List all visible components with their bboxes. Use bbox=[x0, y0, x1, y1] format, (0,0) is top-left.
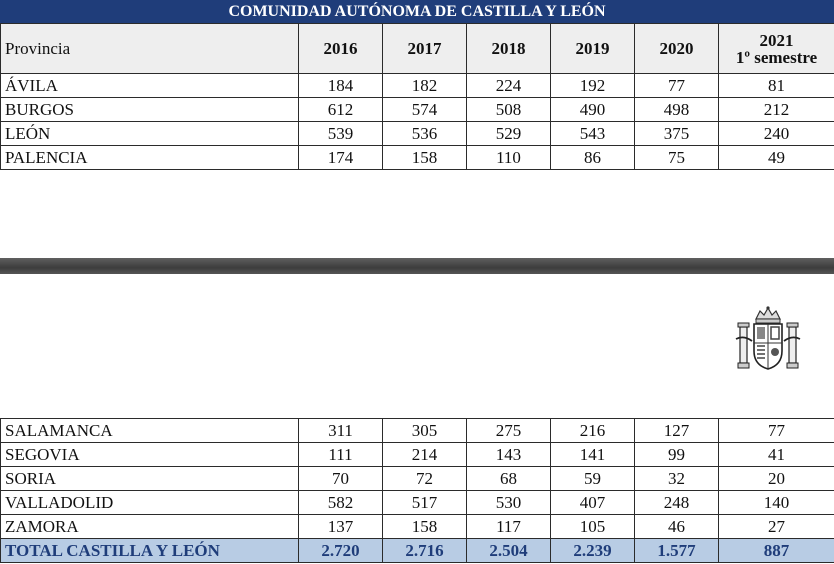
total-row bbox=[1, 539, 834, 563]
province-name-cell: SEGOVIA bbox=[1, 443, 299, 467]
header-year-2021 bbox=[719, 24, 834, 74]
value-cell: 77 bbox=[719, 419, 834, 443]
header-year: 2017 bbox=[383, 24, 467, 74]
spain-coat-of-arms-icon bbox=[734, 305, 802, 375]
value-cell: 182 bbox=[383, 74, 467, 98]
table-row bbox=[1, 98, 834, 122]
value-cell: 75 bbox=[635, 146, 719, 170]
value-cell: 224 bbox=[467, 74, 551, 98]
header-row bbox=[1, 24, 834, 74]
province-name-cell: BURGOS bbox=[1, 98, 299, 122]
value-cell: 27 bbox=[719, 515, 834, 539]
value-cell: 192 bbox=[551, 74, 635, 98]
value-cell: 49 bbox=[719, 146, 834, 170]
value-cell: 212 bbox=[719, 98, 834, 122]
value-cell: 490 bbox=[551, 98, 635, 122]
value-cell: 305 bbox=[383, 419, 467, 443]
province-name-cell: PALENCIA bbox=[1, 146, 299, 170]
value-cell: 77 bbox=[635, 74, 719, 98]
value-cell: 529 bbox=[467, 122, 551, 146]
value-cell: 498 bbox=[635, 98, 719, 122]
province-name-cell: SALAMANCA bbox=[1, 419, 299, 443]
value-cell: 536 bbox=[383, 122, 467, 146]
value-cell: 127 bbox=[635, 419, 719, 443]
value-cell: 143 bbox=[467, 443, 551, 467]
value-cell: 216 bbox=[551, 419, 635, 443]
value-cell: 158 bbox=[383, 515, 467, 539]
value-cell: 117 bbox=[467, 515, 551, 539]
table-row bbox=[1, 515, 834, 539]
table-top-section bbox=[0, 23, 834, 170]
value-cell: 137 bbox=[299, 515, 383, 539]
table-row bbox=[1, 146, 834, 170]
value-cell: 141 bbox=[551, 443, 635, 467]
value-cell: 539 bbox=[299, 122, 383, 146]
total-value-cell: 1.577 bbox=[635, 539, 719, 563]
value-cell: 275 bbox=[467, 419, 551, 443]
province-name-cell: ÁVILA bbox=[1, 74, 299, 98]
value-cell: 543 bbox=[551, 122, 635, 146]
value-cell: 174 bbox=[299, 146, 383, 170]
total-value-cell: 2.716 bbox=[383, 539, 467, 563]
header-year-2021-line2: 1º semestre bbox=[735, 47, 818, 67]
header-province: Provincia bbox=[1, 24, 299, 74]
table-title: COMUNIDAD AUTÓNOMA DE CASTILLA Y LEÓN bbox=[0, 0, 834, 23]
value-cell: 530 bbox=[467, 491, 551, 515]
value-cell: 59 bbox=[551, 467, 635, 491]
value-cell: 81 bbox=[719, 74, 834, 98]
value-cell: 582 bbox=[299, 491, 383, 515]
value-cell: 375 bbox=[635, 122, 719, 146]
province-name-cell: ZAMORA bbox=[1, 515, 299, 539]
value-cell: 32 bbox=[635, 467, 719, 491]
value-cell: 99 bbox=[635, 443, 719, 467]
value-cell: 248 bbox=[635, 491, 719, 515]
province-name-cell: SORIA bbox=[1, 467, 299, 491]
value-cell: 214 bbox=[383, 443, 467, 467]
value-cell: 110 bbox=[467, 146, 551, 170]
value-cell: 68 bbox=[467, 467, 551, 491]
province-name-cell: VALLADOLID bbox=[1, 491, 299, 515]
total-value-cell: 2.239 bbox=[551, 539, 635, 563]
value-cell: 158 bbox=[383, 146, 467, 170]
value-cell: 20 bbox=[719, 467, 834, 491]
value-cell: 72 bbox=[383, 467, 467, 491]
value-cell: 140 bbox=[719, 491, 834, 515]
value-cell: 41 bbox=[719, 443, 834, 467]
value-cell: 111 bbox=[299, 443, 383, 467]
value-cell: 574 bbox=[383, 98, 467, 122]
header-year: 2018 bbox=[467, 24, 551, 74]
total-value-cell: 2.720 bbox=[299, 539, 383, 563]
total-label-cell: TOTAL CASTILLA Y LEÓN bbox=[1, 539, 299, 563]
value-cell: 46 bbox=[635, 515, 719, 539]
value-cell: 240 bbox=[719, 122, 834, 146]
value-cell: 517 bbox=[383, 491, 467, 515]
value-cell: 70 bbox=[299, 467, 383, 491]
table-row bbox=[1, 443, 834, 467]
value-cell: 105 bbox=[551, 515, 635, 539]
table-row bbox=[1, 122, 834, 146]
table-row bbox=[1, 467, 834, 491]
table-row bbox=[1, 419, 834, 443]
header-year: 2019 bbox=[551, 24, 635, 74]
value-cell: 184 bbox=[299, 74, 383, 98]
page-separator bbox=[0, 258, 834, 274]
total-value-cell: 2.504 bbox=[467, 539, 551, 563]
value-cell: 86 bbox=[551, 146, 635, 170]
table-bottom-section bbox=[0, 418, 834, 563]
header-year-2021-line1: 2021 bbox=[759, 30, 794, 50]
table-row bbox=[1, 74, 834, 98]
value-cell: 311 bbox=[299, 419, 383, 443]
value-cell: 508 bbox=[467, 98, 551, 122]
total-value-cell: 887 bbox=[719, 539, 834, 563]
header-year: 2016 bbox=[299, 24, 383, 74]
value-cell: 612 bbox=[299, 98, 383, 122]
header-year: 2020 bbox=[635, 24, 719, 74]
table-row bbox=[1, 491, 834, 515]
province-name-cell: LEÓN bbox=[1, 122, 299, 146]
value-cell: 407 bbox=[551, 491, 635, 515]
